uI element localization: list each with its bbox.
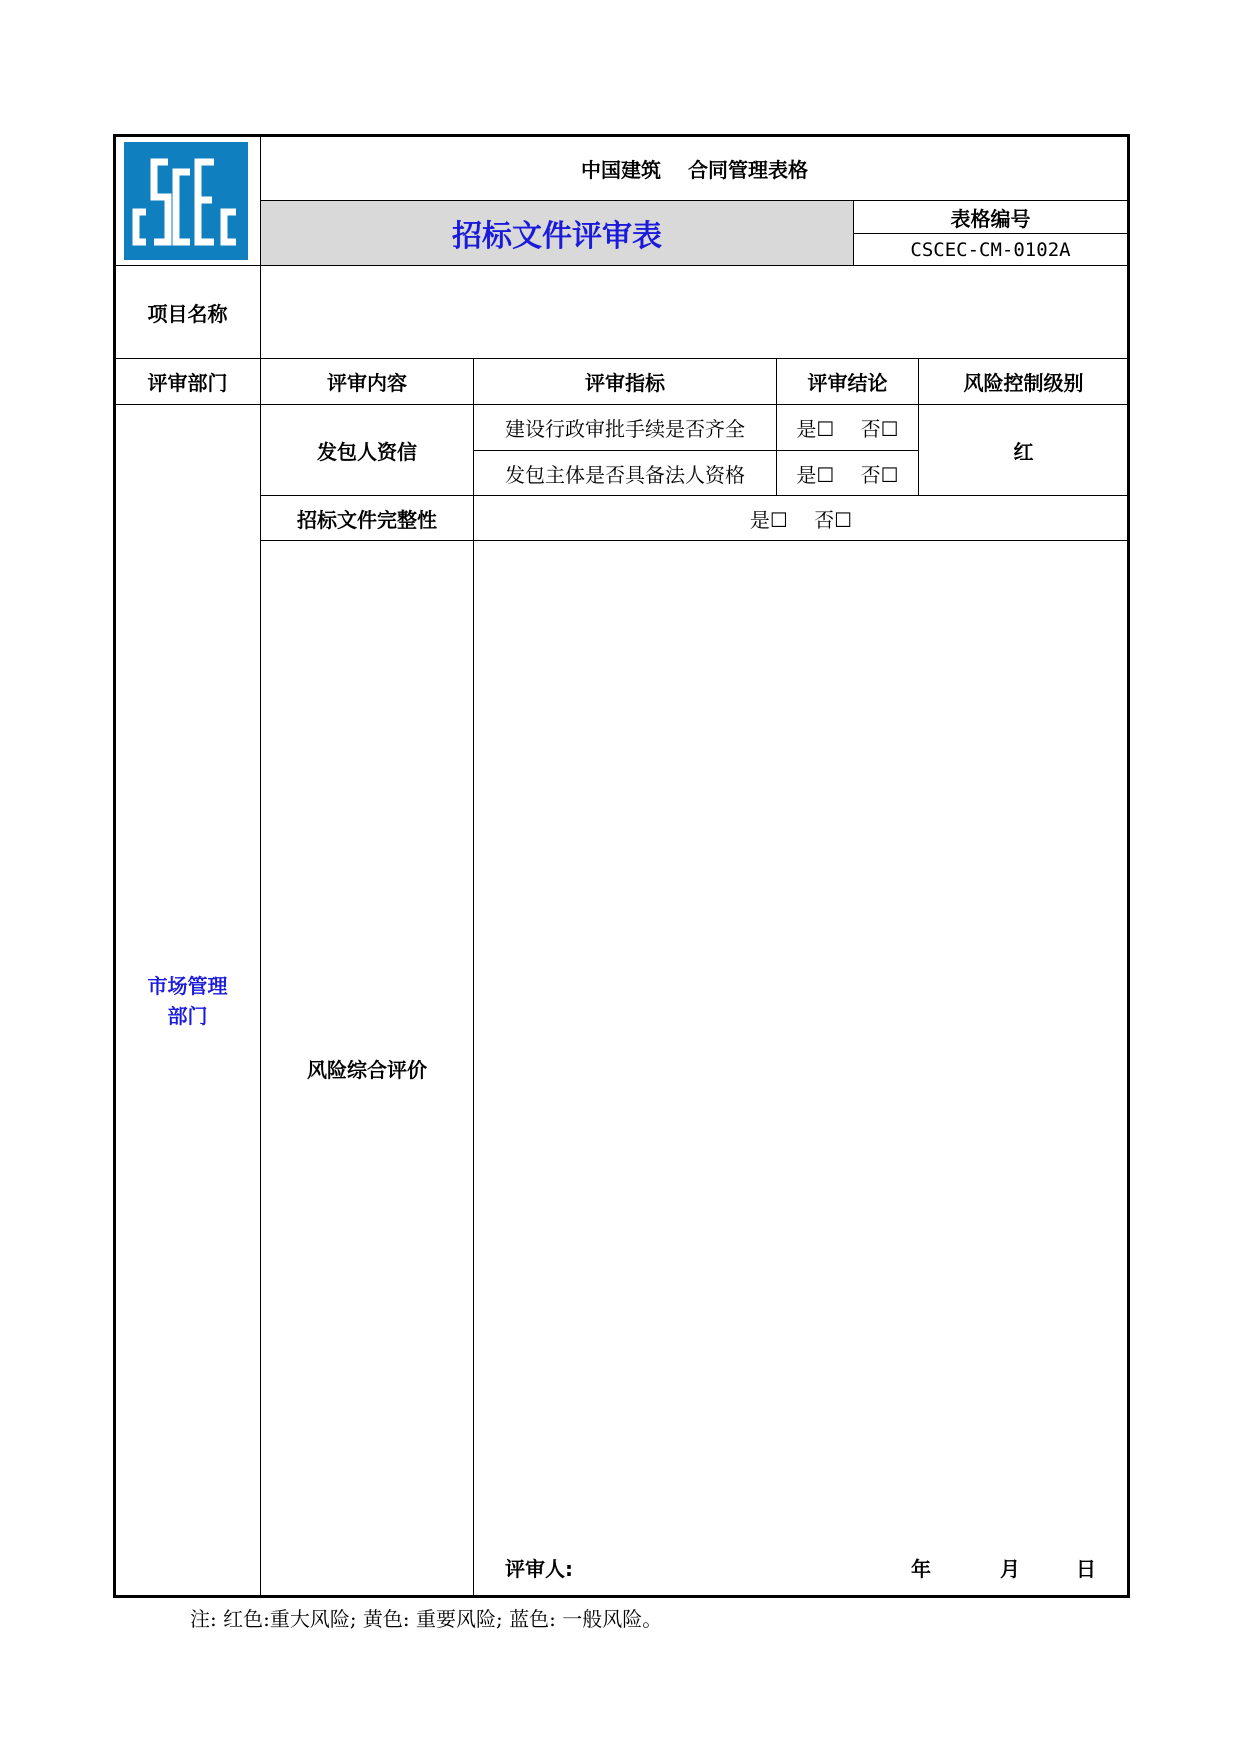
project-name-field[interactable] bbox=[261, 266, 1128, 358]
col-header-indicator: 评审指标 bbox=[585, 371, 665, 395]
department-line2: 部门 bbox=[167, 1003, 208, 1028]
indicator-approval: 建设行政审批手续是否齐全 bbox=[505, 417, 745, 441]
department-cell bbox=[115, 405, 260, 1596]
form-code-label: 表格编号 bbox=[950, 206, 1031, 231]
content-completeness: 招标文件完整性 bbox=[297, 507, 437, 532]
indicator-legal-entity: 发包主体是否具备法人资格 bbox=[505, 462, 745, 487]
content-overall-evaluation: 风险综合评价 bbox=[307, 1058, 427, 1082]
evaluation-text-area[interactable] bbox=[474, 541, 1128, 1531]
reviewer-label: 评审人: bbox=[505, 1557, 573, 1581]
date-month: 月 bbox=[1000, 1557, 1020, 1581]
col-header-risk-level: 风险控制级别 bbox=[963, 371, 1084, 395]
col-header-department: 评审部门 bbox=[147, 371, 228, 395]
content-issuer-credit: 发包人资信 bbox=[317, 439, 417, 464]
date-day: 日 bbox=[1076, 1557, 1096, 1581]
risk-level-value: 红 bbox=[1013, 439, 1034, 464]
col-header-content: 评审内容 bbox=[327, 371, 407, 395]
form-code: CSCEC-CM-0102A bbox=[910, 238, 1071, 261]
form-title: 招标文件评审表 bbox=[452, 219, 662, 254]
conclusion-checkbox[interactable]: 是☐ 否☐ bbox=[796, 417, 899, 441]
project-name-label: 项目名称 bbox=[147, 301, 228, 326]
col-header-conclusion: 评审结论 bbox=[807, 371, 888, 395]
conclusion-checkbox[interactable]: 是☐ 否☐ bbox=[796, 462, 899, 487]
date-year: 年 bbox=[911, 1557, 931, 1581]
department-line1: 市场管理 bbox=[147, 973, 228, 998]
company-line: 中国建筑 合同管理表格 bbox=[581, 157, 808, 182]
completeness-checkbox[interactable]: 是☐ 否☐ bbox=[749, 507, 853, 532]
footnote: 注: 红色:重大风险; 黄色: 重要风险; 蓝色: 一般风险。 bbox=[190, 1607, 663, 1631]
